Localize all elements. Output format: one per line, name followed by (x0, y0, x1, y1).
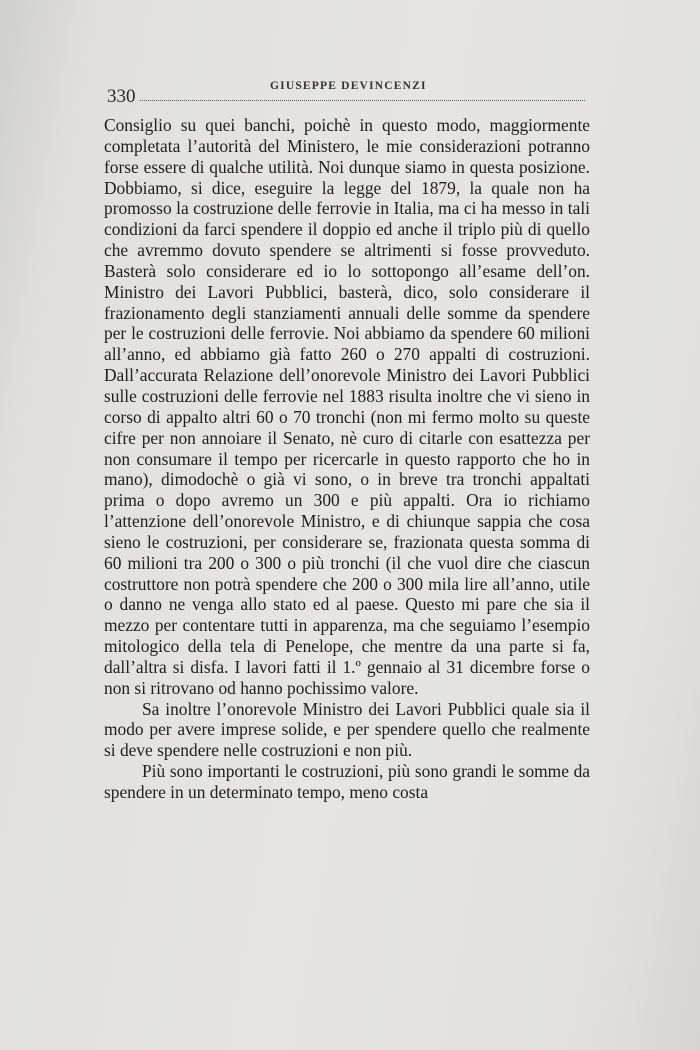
running-head: GIUSEPPE DEVINCENZI (270, 80, 427, 92)
page-number: 330 (107, 86, 136, 107)
body-text (104, 115, 590, 803)
paragraph: Consiglio su quei banchi, poichè in questo modo, maggiormente completata l’autorità del Ministero, le mie considerazioni potranno forse essere di qualche utilità. Noi dunque siamo in questa posizione. Dobbiamo, si dice, eseguire la legge del 1879, la quale non ha promosso la costruzione delle ferrovie in Italia, ma ci ha messo in tali condizioni da farci spendere il doppio ed anche il triplo più di quello che avremmo dovuto spendere se altrimenti si fosse provveduto. Basterà solo considerare ed io lo sottopongo all’esame dell’on. Ministro dei Lavori Pubblici, basterà, dico, solo considerare il frazionamento degli stanziamenti annuali delle somme da spendere per le costruzioni delle ferrovie. Noi abbiamo da spendere 60 milioni all’anno, ed abbiamo già fatto 260 o 270 appalti di costruzioni. Dall’accurata Relazione dell’onorevole Ministro dei Lavori Pubblici sulle costruzioni delle ferrovie nel 1883 risulta inoltre che vi sieno in corso di appalto altri 60 o 70 tronchi (non mi fermo molto su queste cifre per non annoiare il Senato, nè curo di citarle con esattezza per non consumare il tempo per ricercarle in questo rapporto che ho in mano), dimodochè o già vi sono, o in breve tra tronchi appaltati prima o dopo avremo un 300 e più appalti. Ora io richiamo l’attenzione dell’onorevole Ministro, e di chiunque sappia che cosa sieno le costruzioni, per considerare se, frazionata questa somma di 60 milioni tra 200 o 300 o più tronchi (il che vuol dire che ciascun costruttore non potrà spendere che 200 o 300 mila lire all’anno, utile o danno ne venga allo stato ed al paese. Questo mi pare che sia il mezzo per contentare tutti in apparenza, ma che seguiamo l’esempio mitologico della tela di Penelope, che mentre da una parte si fa, dall’altra si disfa. I lavori fatti il 1.º gennaio al 31 dicembre forse o non si ritrovano od hanno pochissimo valore. (104, 115, 590, 698)
header-rule (140, 100, 585, 101)
paragraph: Più sono importanti le costruzioni, più sono grandi le somme da spendere in un determinato tempo, meno costa (104, 761, 590, 802)
paragraph: Sa inoltre l’onorevole Ministro dei Lavori Pubblici quale sia il modo per avere imprese solide, e per spendere quello che realmente si deve spendere nelle costruzioni e non più. (104, 698, 590, 761)
